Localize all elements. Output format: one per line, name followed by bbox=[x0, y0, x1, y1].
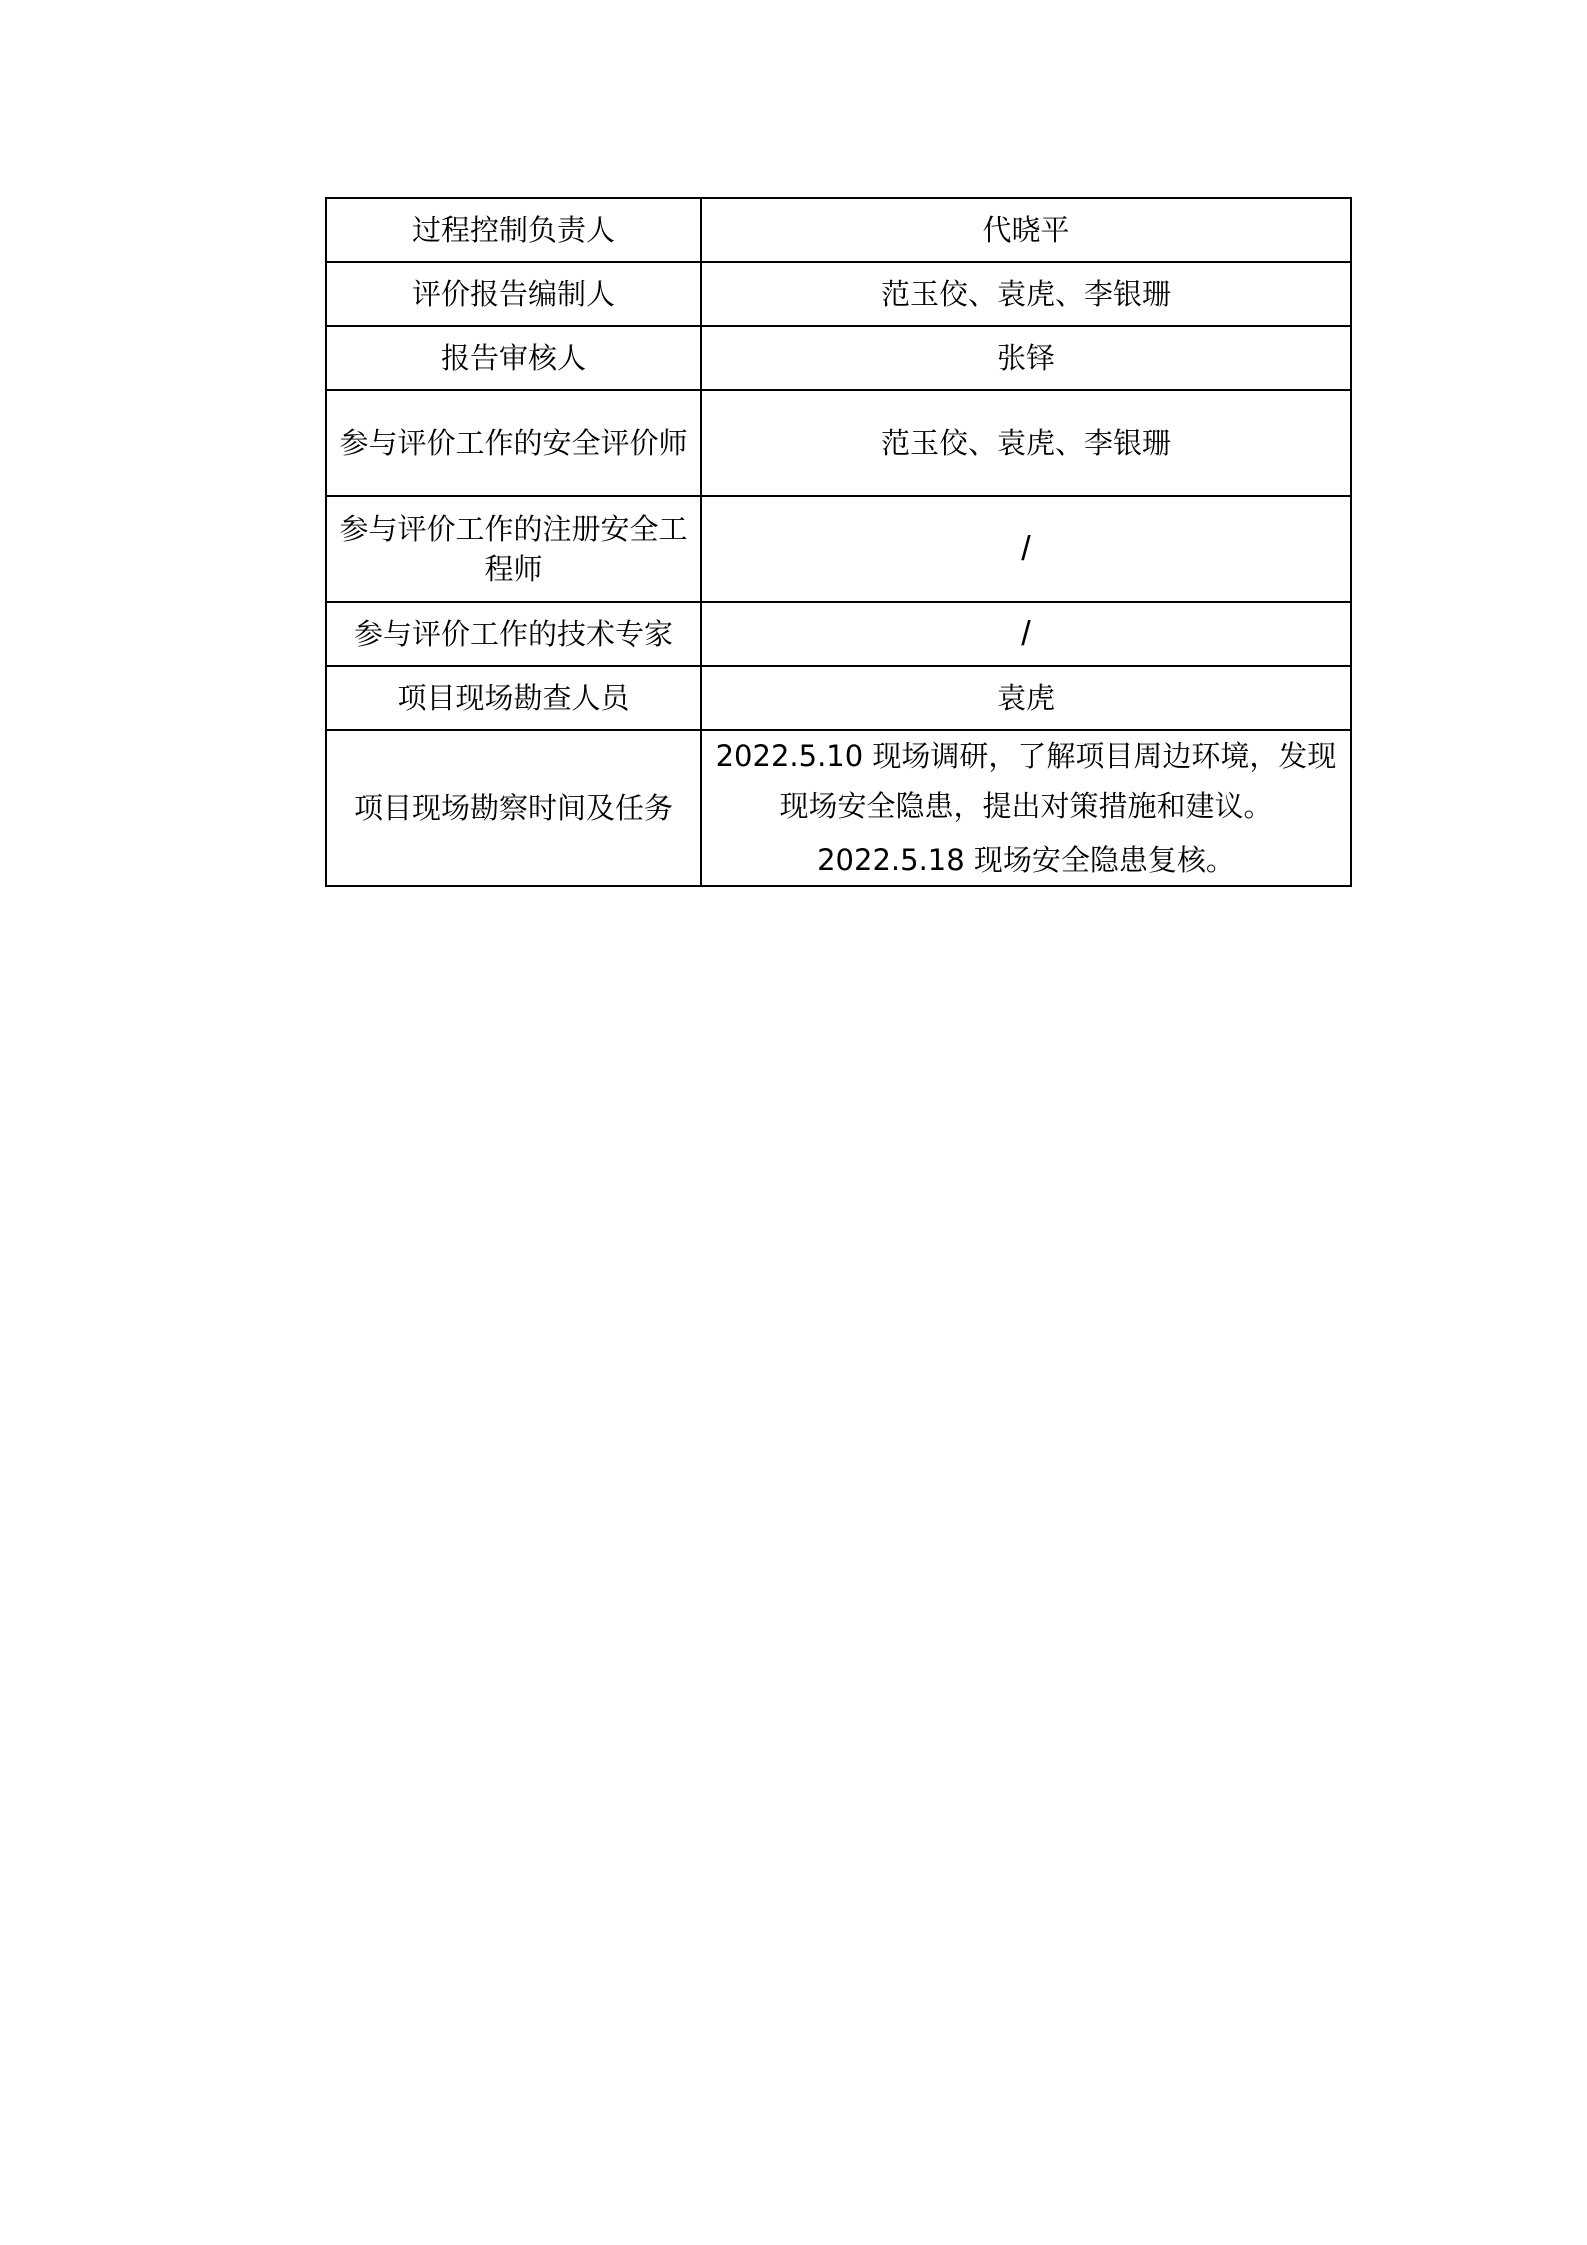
table-row bbox=[326, 496, 1351, 602]
row-label: 参与评价工作的安全评价师 bbox=[326, 390, 701, 496]
row-label: 参与评价工作的注册安全工程师 bbox=[326, 496, 701, 602]
row-value: 范玉佼、袁虎、李银珊 bbox=[701, 390, 1351, 496]
table-row bbox=[326, 198, 1351, 262]
table-row bbox=[326, 390, 1351, 496]
row-value: / bbox=[701, 496, 1351, 602]
row-value bbox=[701, 730, 1351, 886]
row-value: / bbox=[701, 602, 1351, 666]
task-line: 2022.5.18 现场安全隐患复核。 bbox=[817, 843, 1235, 877]
row-label: 过程控制负责人 bbox=[326, 198, 701, 262]
row-label: 报告审核人 bbox=[326, 326, 701, 390]
row-label: 项目现场勘察时间及任务 bbox=[326, 730, 701, 886]
row-label: 评价报告编制人 bbox=[326, 262, 701, 326]
row-value: 代晓平 bbox=[701, 198, 1351, 262]
table-row bbox=[326, 730, 1351, 886]
table-row bbox=[326, 262, 1351, 326]
row-value: 袁虎 bbox=[701, 666, 1351, 730]
row-label: 参与评价工作的技术专家 bbox=[326, 602, 701, 666]
row-label: 项目现场勘查人员 bbox=[326, 666, 701, 730]
personnel-table bbox=[325, 197, 1352, 887]
table-row bbox=[326, 326, 1351, 390]
row-value: 范玉佼、袁虎、李银珊 bbox=[701, 262, 1351, 326]
row-value: 张铎 bbox=[701, 326, 1351, 390]
table-row bbox=[326, 602, 1351, 666]
task-line: 2022.5.10 现场调研，了解项目周边环境，发现现场安全隐患，提出对策措施和建议。 bbox=[715, 739, 1337, 823]
table-row bbox=[326, 666, 1351, 730]
